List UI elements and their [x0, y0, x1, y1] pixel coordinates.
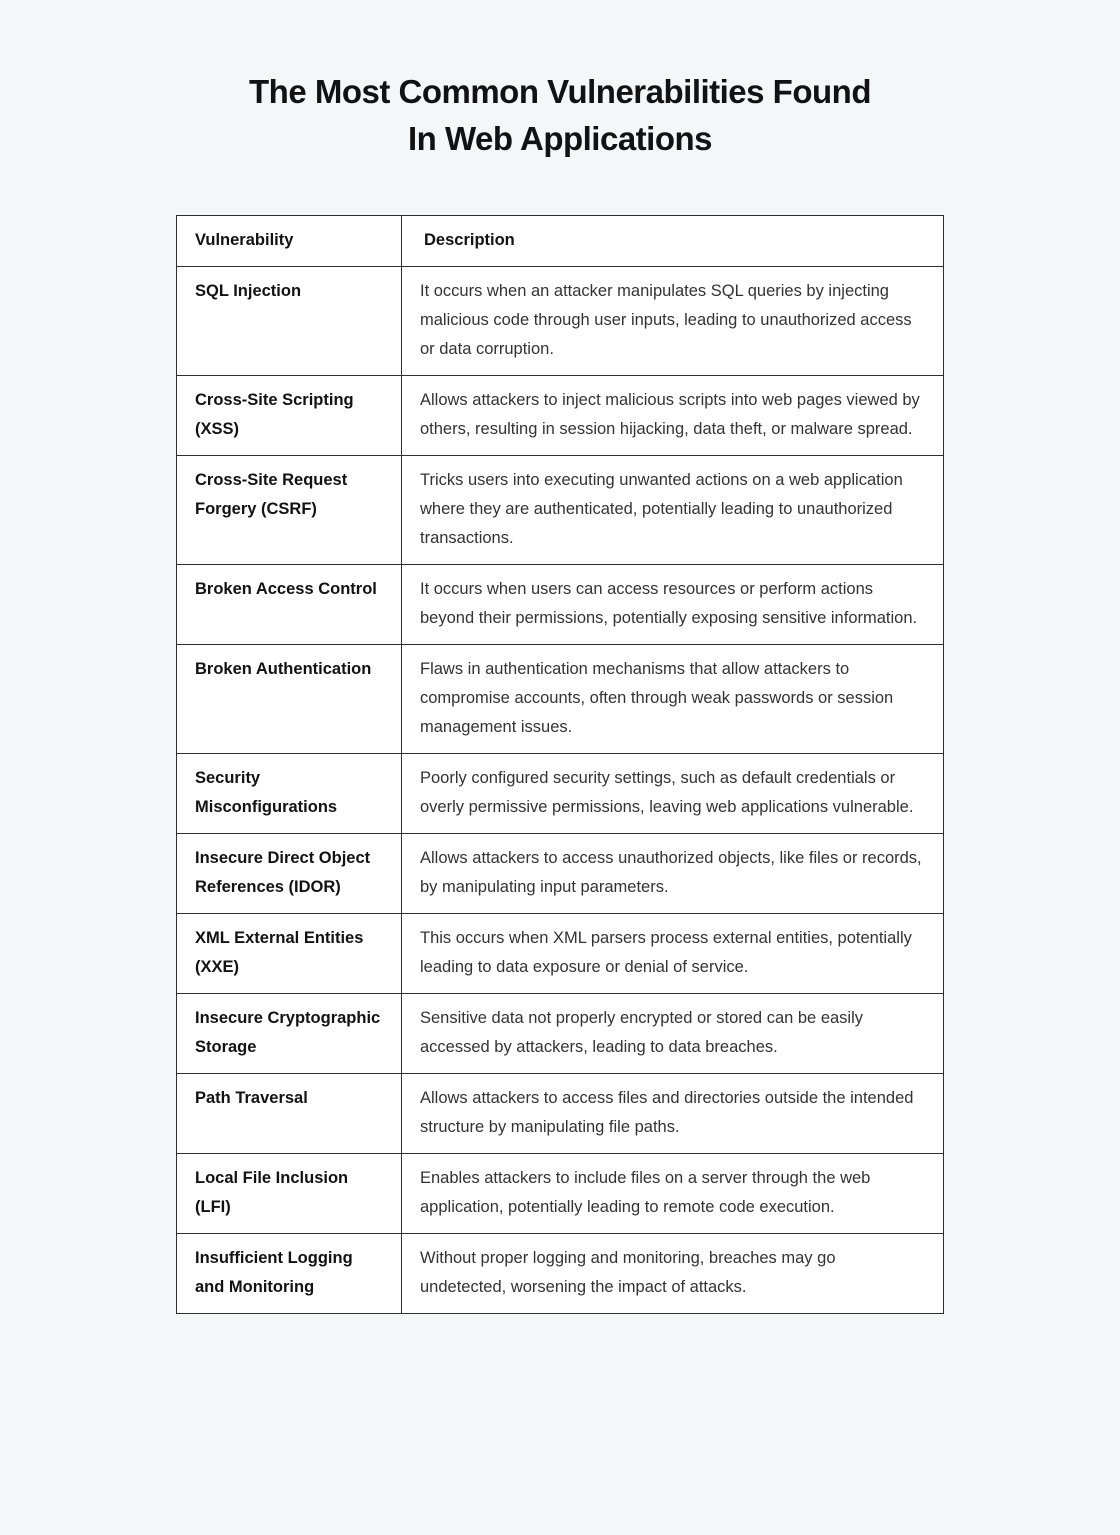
table-row	[177, 565, 944, 645]
table-row	[177, 1154, 944, 1234]
description-cell: It occurs when an attacker manipulates SQL queries by injecting malicious code through user inputs, leading to unauthorized access or data corruption.	[402, 267, 944, 376]
vulnerability-name-cell: Cross-Site Request Forgery (CSRF)	[177, 456, 402, 565]
vulnerability-name-cell: Security Misconfigurations	[177, 754, 402, 834]
table-row	[177, 994, 944, 1074]
page-title-line-2: In Web Applications	[407, 120, 713, 157]
description-cell: Allows attackers to inject malicious scripts into web pages viewed by others, resulting in session hijacking, data theft, or malware spread.	[402, 376, 944, 456]
vulnerability-name-cell: Insecure Cryptographic Storage	[177, 994, 402, 1074]
table-row	[177, 1074, 944, 1154]
table-row	[177, 267, 944, 376]
table-header-row	[177, 216, 944, 267]
description-cell: Tricks users into executing unwanted actions on a web application where they are authenticated, potentially leading to unauthorized transactions.	[402, 456, 944, 565]
column-header-description: Description	[402, 216, 944, 267]
vulnerability-name-cell: Path Traversal	[177, 1074, 402, 1154]
description-cell: Enables attackers to include files on a server through the web application, potentially leading to remote code execution.	[402, 1154, 944, 1234]
table-row	[177, 645, 944, 754]
column-header-vulnerability: Vulnerability	[177, 216, 402, 267]
vulnerability-name-cell: SQL Injection	[177, 267, 402, 376]
table-row	[177, 754, 944, 834]
description-cell: Allows attackers to access unauthorized objects, like files or records, by manipulating input parameters.	[402, 834, 944, 914]
table-row	[177, 376, 944, 456]
table-row	[177, 834, 944, 914]
table-row	[177, 456, 944, 565]
vulnerability-name-cell: XML External Entities (XXE)	[177, 914, 402, 994]
description-cell: Allows attackers to access files and directories outside the intended structure by manipulating file paths.	[402, 1074, 944, 1154]
table-row	[177, 914, 944, 994]
table-row	[177, 1234, 944, 1314]
page-title	[0, 0, 1120, 162]
description-cell: Without proper logging and monitoring, breaches may go undetected, worsening the impact of attacks.	[402, 1234, 944, 1314]
vulnerability-name-cell: Cross-Site Scripting (XSS)	[177, 376, 402, 456]
description-cell: Sensitive data not properly encrypted or stored can be easily accessed by attackers, leading to data breaches.	[402, 994, 944, 1074]
vulnerability-name-cell: Broken Authentication	[177, 645, 402, 754]
vulnerability-name-cell: Insufficient Logging and Monitoring	[177, 1234, 402, 1314]
description-cell: This occurs when XML parsers process external entities, potentially leading to data exposure or denial of service.	[402, 914, 944, 994]
vulnerability-name-cell: Local File Inclusion (LFI)	[177, 1154, 402, 1234]
description-cell: It occurs when users can access resources or perform actions beyond their permissions, potentially exposing sensitive information.	[402, 565, 944, 645]
vulnerability-table-container	[176, 215, 944, 1314]
vulnerability-table	[176, 215, 944, 1314]
vulnerability-name-cell: Broken Access Control	[177, 565, 402, 645]
description-cell: Poorly configured security settings, such as default credentials or overly permissive permissions, leaving web applications vulnerable.	[402, 754, 944, 834]
vulnerability-name-cell: Insecure Direct Object References (IDOR)	[177, 834, 402, 914]
page-title-line-1: The Most Common Vulnerabilities Found	[249, 73, 871, 110]
description-cell: Flaws in authentication mechanisms that allow attackers to compromise accounts, often through weak passwords or session management issues.	[402, 645, 944, 754]
